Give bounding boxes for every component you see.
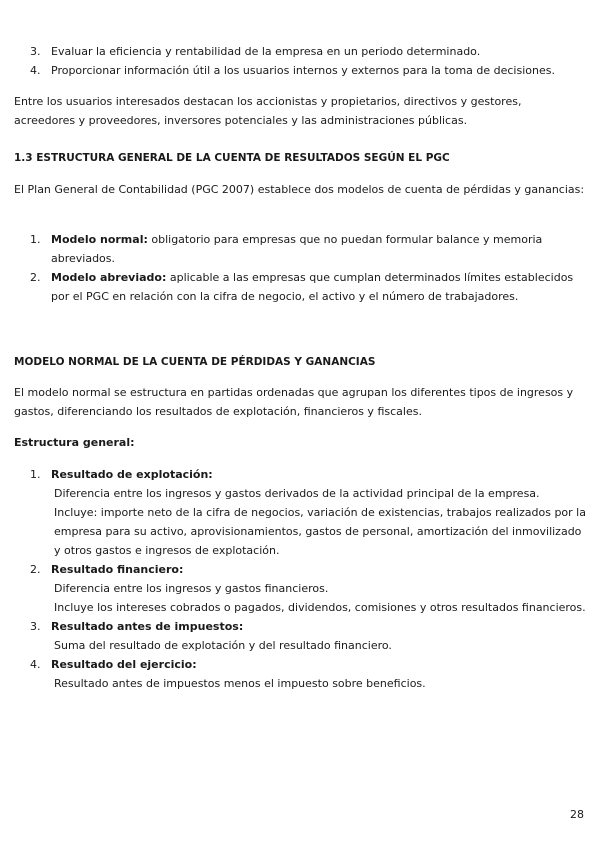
list-number: 2. (30, 271, 41, 284)
list-item (14, 268, 586, 306)
pgc-paragraph: El Plan General de Contabilidad (PGC 2007) establece dos modelos de cuenta de pérdidas y ganancias: (14, 183, 585, 196)
model-description: aplicable a las empresas que cumplan determinados límites establecidos por el PGC en relación con la cifra de negocio, el activo y el número de trabajadores. (51, 271, 574, 303)
list-item (14, 617, 586, 655)
item-line: Suma del resultado de explotación y del resultado financiero. (54, 639, 392, 652)
item-line: Diferencia entre los ingresos y gastos derivados de la actividad principal de la empresa. (54, 487, 540, 500)
list-number: 2. (30, 563, 41, 576)
list-item (14, 560, 586, 617)
item-line: Incluye: importe neto de la cifra de negocios, variación de existencias, trabajos realizados por la empresa para su activo, aprovisionamientos, gastos de personal, amortización del inmovilizado y otros gastos e ingresos de explotación. (54, 506, 586, 557)
model-description: obligatorio para empresas que no puedan formular balance y memoria abreviados. (51, 233, 543, 265)
list-item (14, 230, 586, 268)
normal-model-paragraph: El modelo normal se estructura en partidas ordenadas que agrupan los diferentes tipos de ingresos y gastos, diferenciando los resultados de explotación, financieros y fiscales. (14, 386, 574, 418)
list-number: 3. (30, 620, 41, 633)
list-item (14, 61, 586, 80)
list-text: Evaluar la eficiencia y rentabilidad de la empresa en un periodo determinado. (51, 45, 481, 58)
item-line: Incluye los intereses cobrados o pagados, dividendos, comisiones y otros resultados financieros. (54, 601, 586, 614)
item-title: Resultado antes de impuestos: (51, 620, 244, 633)
list-number: 4. (30, 64, 41, 77)
item-title: Resultado del ejercicio: (51, 658, 197, 671)
list-item (14, 465, 586, 560)
model-title: Modelo abreviado: (51, 271, 167, 284)
structure-list (14, 465, 586, 693)
section-heading: MODELO NORMAL DE LA CUENTA DE PÉRDIDAS Y GANANCIAS (14, 356, 376, 368)
model-title: Modelo normal: (51, 233, 148, 246)
item-line: Resultado antes de impuestos menos el impuesto sobre beneficios. (54, 677, 426, 690)
list-text: Proporcionar información útil a los usuarios internos y externos para la toma de decisiones. (51, 64, 555, 77)
list-item (14, 42, 586, 61)
list-number: 4. (30, 658, 41, 671)
item-line: Diferencia entre los ingresos y gastos financieros. (54, 582, 329, 595)
models-list (14, 230, 586, 306)
list-number: 1. (30, 233, 41, 246)
list-number: 1. (30, 468, 41, 481)
users-paragraph: Entre los usuarios interesados destacan los accionistas y propietarios, directivos y gestores, acreedores y proveedores, inversores potenciales y las administraciones públicas. (14, 95, 522, 127)
list-number: 3. (30, 45, 41, 58)
section-heading: 1.3 ESTRUCTURA GENERAL DE LA CUENTA DE RESULTADOS SEGÚN EL PGC (14, 152, 450, 164)
structure-label: Estructura general: (14, 436, 135, 449)
intro-list (14, 42, 586, 80)
item-title: Resultado de explotación: (51, 468, 213, 481)
list-item (14, 655, 586, 693)
page-number: 28 (570, 808, 584, 821)
item-title: Resultado financiero: (51, 563, 184, 576)
